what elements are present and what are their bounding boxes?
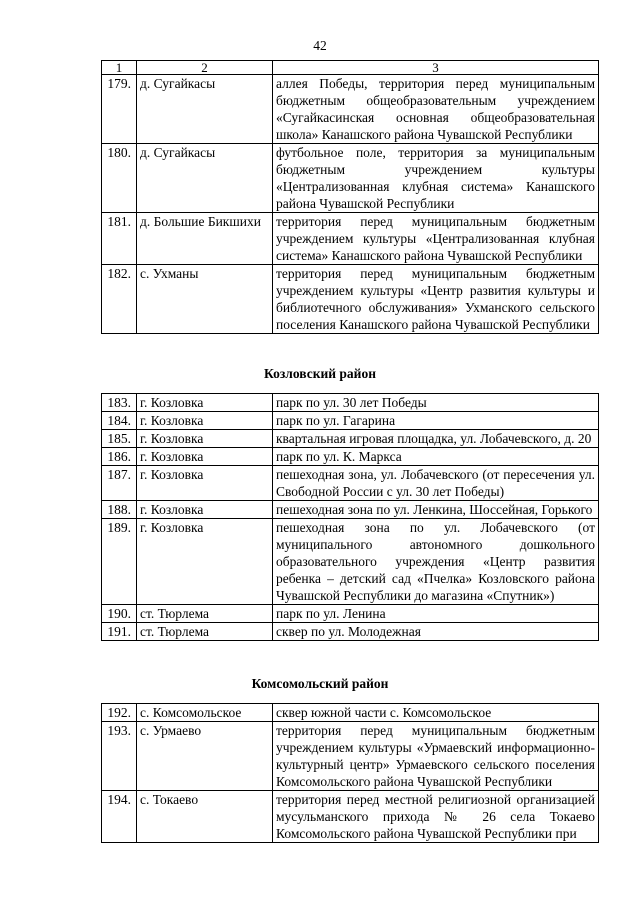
page-number: 42 <box>313 38 327 53</box>
row-description: парк по ул. Гагарина <box>273 412 599 430</box>
table-row <box>102 144 599 213</box>
table-row <box>102 412 599 430</box>
row-description: парк по ул. Ленина <box>273 605 599 623</box>
header-col-2: 2 <box>137 61 273 75</box>
table-row <box>102 605 599 623</box>
row-description: сквер по ул. Молодежная <box>273 623 599 641</box>
row-number: 194. <box>102 791 137 843</box>
row-description: территория перед муниципальным бюджетным учреждением культуры «Центр развития культуры и библиотечного обслуживания» Ухманского сельского поселения Канашского района Чувашской Республики <box>273 265 599 334</box>
table-row <box>102 448 599 466</box>
row-description: аллея Победы, территория перед муниципальным бюджетным общеобразовательным учреждением «Сугайкасинская основная общеобразовательная школа» Канашского района Чувашской Республики <box>273 75 599 144</box>
row-number: 182. <box>102 265 137 334</box>
table-row <box>102 213 599 265</box>
row-number: 183. <box>102 394 137 412</box>
table-header-row <box>102 61 599 75</box>
table-row <box>102 75 599 144</box>
row-number: 193. <box>102 722 137 791</box>
row-description: квартальная игровая площадка, ул. Лобачевского, д. 20 <box>273 430 599 448</box>
row-place: ст. Тюрлема <box>137 623 273 641</box>
row-place: г. Козловка <box>137 466 273 501</box>
row-number: 189. <box>102 519 137 605</box>
row-number: 181. <box>102 213 137 265</box>
row-number: 184. <box>102 412 137 430</box>
row-number: 191. <box>102 623 137 641</box>
row-number: 179. <box>102 75 137 144</box>
table-kanash <box>101 60 599 334</box>
row-description: парк по ул. 30 лет Победы <box>273 394 599 412</box>
row-number: 190. <box>102 605 137 623</box>
table-row <box>102 704 599 722</box>
row-number: 185. <box>102 430 137 448</box>
header-col-3: 3 <box>273 61 599 75</box>
row-place: д. Сугайкасы <box>137 75 273 144</box>
table-row <box>102 519 599 605</box>
row-place: ст. Тюрлема <box>137 605 273 623</box>
table-row <box>102 791 599 843</box>
header-col-1: 1 <box>102 61 137 75</box>
table-row <box>102 430 599 448</box>
row-description: пешеходная зона по ул. Ленкина, Шоссейная, Горького <box>273 501 599 519</box>
row-description: территория перед муниципальным бюджетным учреждением культуры «Централизованная клубная система» Канашского района Чувашской Республики <box>273 213 599 265</box>
row-number: 188. <box>102 501 137 519</box>
table-row <box>102 394 599 412</box>
section-title-komsomolskoe: Комсомольский район <box>251 676 389 691</box>
row-place: с. Токаево <box>137 791 273 843</box>
row-place: с. Ухманы <box>137 265 273 334</box>
row-place: с. Комсомольское <box>137 704 273 722</box>
row-place: г. Козловка <box>137 519 273 605</box>
row-number: 192. <box>102 704 137 722</box>
row-place: г. Козловка <box>137 412 273 430</box>
row-place: с. Урмаево <box>137 722 273 791</box>
row-place: г. Козловка <box>137 394 273 412</box>
row-place: д. Большие Бикшихи <box>137 213 273 265</box>
table-komsomolskoe <box>101 703 599 843</box>
row-place: г. Козловка <box>137 448 273 466</box>
row-number: 180. <box>102 144 137 213</box>
row-description: территория перед местной религиозной организацией мусульманского прихода № 26 села Токаево Комсомольского района Чувашской Республики при <box>273 791 599 843</box>
row-description: сквер южной части с. Комсомольское <box>273 704 599 722</box>
row-description: территория перед муниципальным бюджетным учреждением культуры «Урмаевский информационно-культурный центр» Урмаевского сельского поселения Комсомольского района Чувашской Республики <box>273 722 599 791</box>
row-number: 186. <box>102 448 137 466</box>
table-row <box>102 466 599 501</box>
row-description: парк по ул. К. Маркса <box>273 448 599 466</box>
row-place: г. Козловка <box>137 430 273 448</box>
section-title-kozlovka: Козловский район <box>263 366 376 381</box>
row-description: пешеходная зона по ул. Лобачевского (от муниципального автономного дошкольного образовательного учреждения «Центр развития ребенка – детский сад «Пчелка» Козловского района Чувашской Республики до магазина «Спутник») <box>273 519 599 605</box>
table-kozlovka <box>101 393 599 641</box>
row-number: 187. <box>102 466 137 501</box>
row-description: пешеходная зона, ул. Лобачевского (от пересечения ул. Свободной России с ул. 30 лет Победы) <box>273 466 599 501</box>
row-place: д. Сугайкасы <box>137 144 273 213</box>
row-description: футбольное поле, территория за муниципальным бюджетным учреждением культуры «Централизованная клубная система» Канашского района Чувашской Республики <box>273 144 599 213</box>
table-row <box>102 265 599 334</box>
table-row <box>102 501 599 519</box>
row-place: г. Козловка <box>137 501 273 519</box>
table-row <box>102 722 599 791</box>
table-row <box>102 623 599 641</box>
